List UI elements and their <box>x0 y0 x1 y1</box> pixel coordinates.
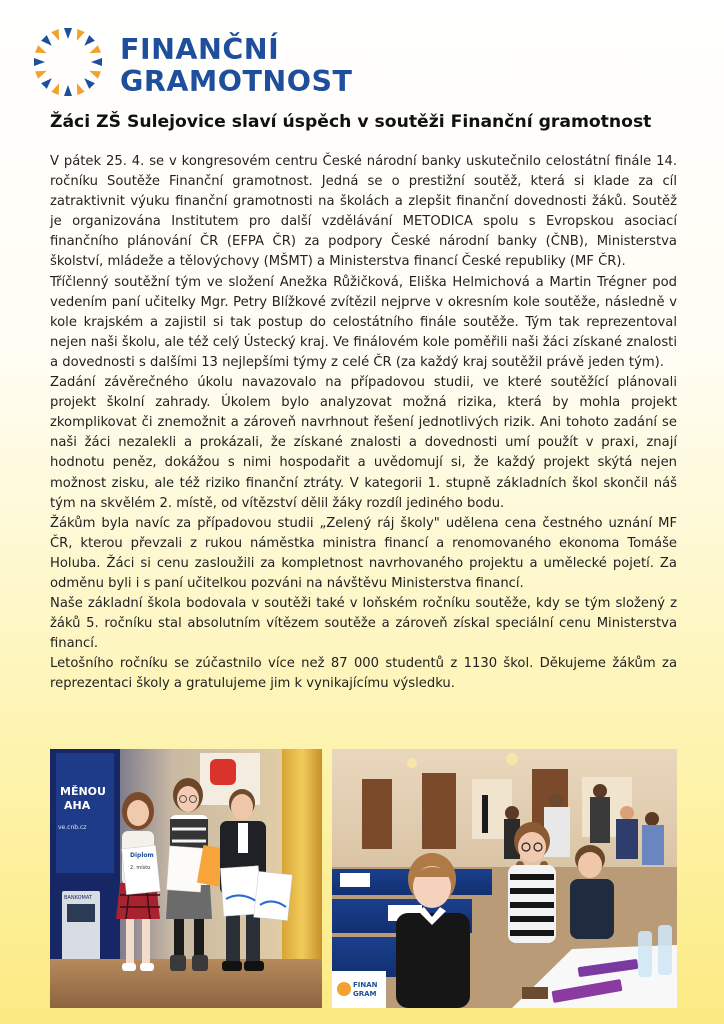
banner-text: ve.cnb.cz <box>58 824 87 831</box>
diploma <box>122 845 161 894</box>
logo-sun-ray <box>35 67 48 79</box>
logo-sun-ray <box>41 75 54 88</box>
paragraph: V pátek 25. 4. se v kongresovém centru České národní banky uskutečnilo celostátní finále 14. ročníku Soutěže Finanční gramotnost. Jedná se o prestižní soutěž, která si klade za cíl zatraktivnit výuku finanční gramotnosti na školách a zlepšit finanční dovednosti žáků. Soutěž je organizována Institutem pro další vzdělávání METODICA spolu s Evropskou asociací finančního plánování ČR (EFPA ČR) za podpory České národní banky (ČNB), Ministerstva školství, mládeže a tělovýchovy (MŠMT) a Ministerstva financí České republiky (MF ČR). <box>50 154 677 270</box>
logo-line-1: FINANČNÍ <box>120 33 280 66</box>
logo-sun-ray <box>73 29 85 42</box>
paragraph: Zadání závěrečného úkolu navazovalo na případovou studii, ve které soutěžící plánovali projekt školní zahrady. Úkolem bylo analyzovat možná rizika, která by mohla projekt zkomplikovat či znemožnit a zároveň navrhnout řešení jednotlivých rizik. Ani tohoto zadání se naši žáci nezalekli a prokázali, že získané znalosti a dovednosti umí použít v praxi, znají hodnotu peněz, dokážou s nimi hospodařit a uvědomují si, že každý projekt skýtá nejen možnost zisku, ale též riziko finanční ztráty. V kategorii 1. stupně základních škol skončil náš tým na skvělém 2. místě, od vítězství dělil žáky rozdíl jediného bodu. <box>50 375 677 511</box>
paragraph: Tříčlenný soutěžní tým ve složení Anežka Růžičková, Eliška Helmichová a Martin Trégner pod vedením paní učitelky Mgr. Petry Blížkové zvítězil nejprve v okresním kole soutěže, následně v kole krajském a zajistil si tak postup do celostátního finále soutěže. Tým tak reprezentoval nejen naši školu, ale též celý Ústecký kraj. Ve finálovém kole poměřili naši žáci získané znalosti a dovednosti s dalšími 13 nejlepšími týmy z celé ČR (za každý kraj soutěžil právě jeden tým). <box>50 274 677 370</box>
logo-sun-ray <box>81 75 94 88</box>
photo-students-illustration <box>50 749 322 1008</box>
photo-students-with-diplomas <box>50 749 322 1008</box>
badge-text: FINAN <box>353 981 378 989</box>
logo-sun-ray <box>34 58 45 66</box>
photo-competition-hall <box>332 749 677 1008</box>
banner-text: AHA <box>64 799 91 812</box>
logo-sun-ray <box>64 85 72 96</box>
logo-sun-ray <box>35 45 48 57</box>
atm-kiosk <box>62 891 100 961</box>
logo-sun-ray <box>51 82 63 95</box>
logo-sun-ray <box>88 67 101 79</box>
article-body <box>50 152 677 695</box>
diploma-label: Diplom <box>130 852 154 859</box>
student-girl-braids <box>508 822 556 943</box>
logo-sun-ray <box>51 29 63 42</box>
banner-text: MĚNOU <box>60 785 106 798</box>
logo-sun-ray <box>91 58 102 66</box>
logo <box>32 26 392 98</box>
logo-sun-icon <box>32 26 104 98</box>
logo-sun-ray <box>64 28 72 39</box>
paragraph: Žákům byla navíc za případovou studii „Zelený ráj školy" udělena cena čestného uznání MF ČR, kterou převzali z rukou náměstka ministra financí a renomovaného ekonoma Tomáše Holuba. Žáci si cenu zasloužili za kompletnost navrhovaného projektu a umělecké pojetí. Za odměnu byli i s paní učitelkou pozváni na návštěvu Ministerstva financí. <box>50 515 677 591</box>
badge-text: GRAM <box>353 990 377 998</box>
foreground-logo-badge <box>332 971 386 1008</box>
photo-hall-illustration <box>332 749 677 1008</box>
logo-sun-ray <box>88 45 101 57</box>
kiosk-label: BANKOMAT <box>64 895 92 901</box>
logo-sun-ray <box>73 82 85 95</box>
paragraph: Letošního ročníku se zúčastnilo více než 87 000 studentů z 1130 škol. Děkujeme žákům za reprezentaci školy a gratulujeme jim k vynikajícímu výsledku. <box>50 656 677 692</box>
diploma-place: 2. místo <box>130 865 151 871</box>
logo-line-2: GRAMOTNOST <box>120 65 353 98</box>
logo-sun-ray <box>41 35 54 48</box>
page-title: Žáci ZŠ Sulejovice slaví úspěch v soutěži Finanční gramotnost <box>50 112 652 132</box>
paragraph: Naše základní škola bodovala v soutěži také v loňském ročníku soutěže, kdy se tým složený z žáků 5. ročníku stal absolutním vítězem soutěže a zároveň získal speciální cenu Ministerstva financí. <box>50 596 677 652</box>
logo-wordmark <box>120 34 352 98</box>
logo-sun-ray <box>81 35 94 48</box>
